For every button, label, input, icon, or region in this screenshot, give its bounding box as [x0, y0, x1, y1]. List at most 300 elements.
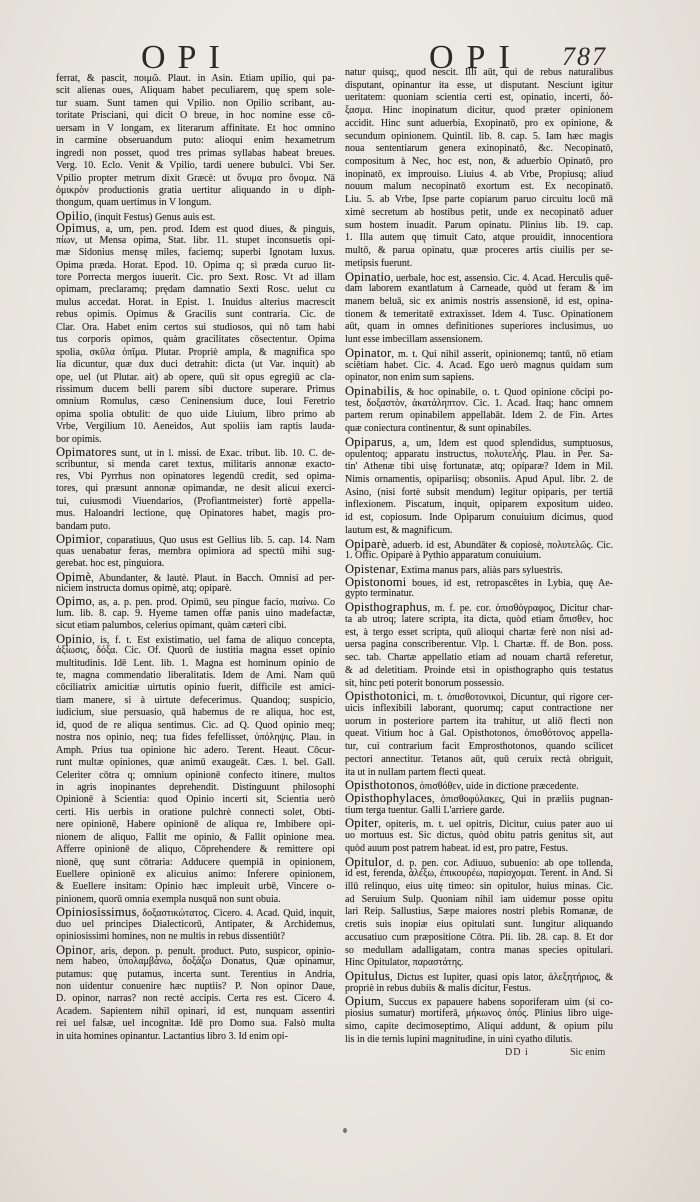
- text-line-content: ope, uel (ut Plutar. ait) ab opere, quū sit opus egregiū ac cla-: [56, 371, 335, 383]
- text-line: [345, 499, 613, 512]
- headword: Opinor: [56, 942, 93, 957]
- text-line: [345, 754, 613, 767]
- text-line-content: & ad deletitiam. Proinde etsi in opisthographo quis testatus: [345, 664, 613, 676]
- text-line: [56, 272, 335, 284]
- entry-start-line: [345, 576, 613, 589]
- text-line-content: quæ coniectura continentur, & sunt opinabiles.: [345, 423, 532, 435]
- text-line: [56, 496, 335, 508]
- text-line: [56, 782, 335, 794]
- text-line-content: ingredi non posset, quod tres primas syllabas habeat breues.: [56, 147, 335, 159]
- text-line: [345, 181, 613, 194]
- headword: Opitulus: [345, 969, 390, 984]
- text-line-content: Afferre opinionē de aliquo, Cōprehendere & remittere opi: [56, 844, 335, 856]
- entry-start-line: [345, 347, 613, 360]
- text-line: [345, 894, 613, 907]
- text-line: [345, 1034, 613, 1047]
- text-line-content: nouum malum necopinatō exortum est. Ex necopinatō.: [345, 181, 613, 193]
- text-line-content: pinionem, quorū omnia exempla nusquā non sunt obuia.: [56, 893, 281, 905]
- text-line-content: ta ab utroq; latere scripta, ita dicta, quòd etiam ὄπισθεν, hoc: [345, 613, 613, 625]
- text-line-content: duo uel principes Dialecticorū, Antipater, & Archidemus,: [56, 918, 335, 930]
- text-line: [56, 98, 335, 110]
- text-line: [56, 993, 335, 1005]
- text-line-content: ximè secretum ab hostibus petit, unde ex necopinatō aduer: [345, 206, 613, 218]
- text-line-content: natur quisq;, quod nescit. Illi aūt, qui de rebus naturalibus: [345, 67, 613, 78]
- text-line-content: noua sententiarum genera exinopinatō, &c. Necopinatō,: [345, 143, 613, 155]
- text-line-content: dam laborem exantlatum à Carneade, quòd ut feram & im: [345, 283, 613, 295]
- text-line-content: putamus: quę putamus, incerta sunt. Terentius in Andria,: [56, 968, 335, 980]
- entry-text: , m. t. Qui nihil asserit, opinionemq; tantū, nō etiam: [391, 348, 613, 360]
- text-line-content: rebus opimis. Opimus & Gracilis sunt contraria. Cic. de: [56, 309, 335, 321]
- text-line-content: id est, copiosum. Inde Opiparum conuiuium dicimus, quod: [345, 512, 613, 524]
- text-line-content: Opinionē à Scientia: quod Opinio incerti sit, Scientia uerò: [56, 794, 335, 806]
- text-line: [345, 728, 613, 741]
- text-line-content: nionē, quę sunt cōtraria: Adducere quempiā in opinionem,: [56, 856, 335, 868]
- text-line-content: 1. Offic. Opiparè à Pythio apparatum conuiuium.: [345, 550, 542, 562]
- entry-text: , uerbale, hoc est, assensio. Cic. 4. Acad. Herculis quē-: [390, 272, 613, 284]
- headword: Opium: [345, 994, 381, 1009]
- text-line: [56, 807, 335, 819]
- text-line-content: uersam in V longam, ex literarum affinitate. Et hoc omnino: [56, 122, 335, 134]
- text-line-content: bor opimis.: [56, 433, 102, 445]
- text-line: [345, 919, 613, 932]
- text-line: [56, 969, 335, 981]
- text-line: [345, 194, 613, 207]
- text-line-content: runt multæ opiniones, quæ animū exaugeāt. Cæs. l. bel. Gall.: [56, 757, 335, 769]
- text-line-content: secundum opinionem. Quintil. lib. 8. cap. 5. Iam hæc magis: [345, 130, 613, 142]
- entry-text: , δοξαστικώτατος. Cicero. 4. Acad. Quid, inquit,: [136, 908, 335, 920]
- headword: Opinabilis: [345, 383, 400, 398]
- text-line: [56, 459, 335, 471]
- text-line-content: sicut etiam palumbos, celerius opimant, quàm cæteri cibi.: [56, 620, 287, 632]
- text-line: [56, 135, 335, 147]
- text-line-content: Amph. Prius tua opinione hic adero. Terent. Heaut. Cōcur-: [56, 744, 335, 756]
- headword: Opilio: [56, 208, 90, 223]
- text-line-content: scribuntur, si menda caret textus, militaris annonæ exacto-: [56, 458, 335, 470]
- text-line-content: disputant, opinantur ita esse, ut disputant. Nesciunt igitur: [345, 79, 613, 91]
- text-line: [56, 309, 335, 321]
- text-line: [345, 716, 613, 729]
- text-line-content: tium terga tuentur. Galli L'arriere garde.: [345, 804, 505, 816]
- entry-text: , Abundanter, & lautè. Plaut. in Bacch. Omnisi ad per-: [91, 572, 335, 584]
- text-line-content: tiam manere, si à uirtute defecerimus. Quandoq; suspicio,: [56, 694, 335, 706]
- text-line: [56, 1018, 335, 1030]
- text-line-content: cretis suis inopiæ eius opitulati sunt. Iungitur aliquando: [345, 919, 613, 931]
- text-line: [56, 707, 335, 719]
- text-line: [345, 143, 613, 156]
- text-line-content: niciem instructa domus opimè, atq; opiparè.: [56, 582, 232, 594]
- text-line-content: id, quod de re aliqua sentimus. Cic. ad Q. Quod opinio meq;: [56, 719, 335, 731]
- text-line: [345, 92, 613, 105]
- text-line-content: ueritatem: quoniam scientia certi est, opinatio, incerti, δό-: [345, 92, 613, 104]
- text-line: [56, 297, 335, 309]
- text-line-content: tur, cui contrarium facit Emprosthotonos, quando scilicet: [345, 741, 613, 753]
- entry-text: , d. p. pen. cor. Adiuuo, subuenio: ab ope tollenda,: [389, 857, 613, 869]
- text-line-content: so medullam adalligatam, contra manas species opitulari.: [345, 944, 613, 956]
- headword: Opimo: [56, 594, 92, 609]
- entry-start-line: [345, 817, 613, 830]
- text-line-content: ita ut in nullam partem flecti queat.: [345, 766, 486, 778]
- headword: Opimè: [56, 569, 92, 584]
- text-line: [56, 185, 335, 197]
- text-line-content: rissimum ducem belli parem sibi ductore superare. Primus: [56, 383, 335, 395]
- text-line-content: gerebat. hoc est, pinguiora.: [56, 558, 165, 570]
- text-line-content: nere opinionē, Habere opinionē de aliqua re, Imbibere opi-: [56, 819, 335, 831]
- headword: Opimus: [56, 221, 98, 236]
- text-line-content: Nimis ornamentis, opipariisq; obsoniis. Apud Apul. libr. 2. de: [345, 474, 613, 485]
- text-line-content: piosius sumatur) mortiferā, μήκωνος ὀπός. Plinius libro uige-: [345, 1008, 613, 1020]
- text-line-content: inopinatō, ex improuiso. Liuius 4. ab Vrbe, Propiusq; aliud: [345, 168, 613, 180]
- text-line: [345, 296, 613, 309]
- text-line: [345, 1008, 613, 1021]
- text-line-content: in uita homines opinantur. Lactantius libro 3. Id enim opi-: [56, 1030, 288, 1042]
- text-line: [56, 173, 335, 185]
- text-line-content: ἀξίωσις, δόξα. Cic. Of. Quorū de iustitia magna esset opinio: [56, 645, 335, 657]
- text-line-content: nostra nos opinio, neq; tua fides fefellisset, ὑπόληψις. Plau. in: [56, 732, 335, 744]
- text-line-content: D. opinor, narras? non rectè accipis. Certa res est. Cicero 4.: [56, 993, 335, 1005]
- text-line-content: certi. His uerbis in oratione pulchrè connecti solet, Obti-: [56, 806, 335, 818]
- text-line-content: uorum in posteriore partem ita trahitur, ut aliō flecti non: [345, 715, 613, 727]
- text-line: [345, 105, 613, 118]
- running-head-left: OPI: [141, 39, 232, 76]
- entry-text: , a, um, pen. prod. Idem est quod diues, & pinguis,: [97, 224, 335, 236]
- text-line: [345, 906, 613, 919]
- text-line: [345, 627, 613, 640]
- text-line: [56, 334, 335, 346]
- text-line-content: inflexionem. Piscatum, inquit, opiparem expositum uideo.: [345, 499, 613, 511]
- catchword: Sic enim: [570, 1047, 606, 1058]
- text-line: [345, 67, 613, 80]
- text-line-content: Vpilio propter metrum dixit Græcè: ut ὄνυμα pro ὄνομα. Nā: [56, 172, 335, 184]
- entry-start-line: [56, 906, 335, 918]
- text-line-content: in agris inopinantes deprehendit. Distinguunt philosophi: [56, 781, 335, 793]
- headword: Opiniosissimus: [56, 905, 137, 920]
- text-line-content: tus corporis opimos, quàm gracilitates cōsectentur. Opima: [56, 334, 335, 346]
- text-line: [345, 614, 613, 627]
- text-line-content: compositum à Nec, hoc est, non, & aduerbio Opinatō, pro: [345, 156, 613, 168]
- text-line-content: metipsis fuerunt.: [345, 257, 413, 269]
- entry-text: , & hoc opinabile, o. t. Quod opinione cōcipi po-: [399, 386, 613, 398]
- entry-start-line: [345, 995, 613, 1008]
- text-line-content: omnium Romulus, cæso Ceninensium duce, Ioui Feretrio: [56, 396, 335, 408]
- headword: Opimior: [56, 532, 101, 547]
- text-line-content: multō, & parua opinatu, quæ proceres artis ciuilis per se-: [345, 245, 613, 257]
- entry-start-line: [56, 571, 335, 583]
- text-line: [56, 558, 335, 570]
- text-line: [345, 398, 613, 411]
- text-line-content: illū relinquo, eius uitę timeo: sin opitulor, huius minas. Cic.: [345, 881, 613, 892]
- text-line-content: nem habeo, ὑπολαμβάνω, δοξάζω Donatus, Quæ opinamur,: [56, 956, 335, 968]
- text-line: [56, 372, 335, 384]
- text-line: [345, 932, 613, 945]
- headword: Opinatio: [345, 269, 391, 284]
- text-line: [345, 156, 613, 169]
- text-line-content: pectori annectitur. Tetanos aūt, quū ceruix rectà obriguit,: [345, 753, 613, 765]
- text-line-content: toritate Prisciani, qui dicit O breue, in hoc nomine esse cō-: [56, 110, 335, 122]
- text-line: [56, 1006, 335, 1018]
- text-line: [345, 309, 613, 322]
- text-line-content: res, Vbi Pyrrhus non opinatores legendū credit, sed opima-: [56, 471, 335, 482]
- text-line: [56, 732, 335, 744]
- text-line-content: 1. Illa autem quę timuit Cato, atque prouidit, innocentiora: [345, 232, 613, 244]
- text-line: [56, 682, 335, 694]
- text-line: [56, 794, 335, 806]
- page-number: 787: [562, 42, 607, 71]
- text-line-content: Clar. Ora. Habet enim certos sui studiosos, qui nō tam habi: [56, 321, 335, 333]
- text-line-content: sciētiam habet. Cic. 4. Acad. Ego uerò magnus quidam sum: [345, 359, 613, 371]
- entry-text: , Extima manus pars, aliàs pars syluestris.: [395, 565, 563, 577]
- text-line: [56, 819, 335, 831]
- entry-text: , Dictus est Iupiter, quasi opis lator, ἀλεξητήριος, &: [389, 972, 613, 984]
- entry-text: , coparatiuus, Quo usus est Gellius lib. 5. cap. 14. Nam: [100, 535, 335, 547]
- text-line-content: Vrbe, Vergilium 10. Aeneidos, Aut spoliis iam raptis lauda-: [56, 421, 335, 433]
- text-line-content: in carmine obseruandum puto: alioqui enim hexametrum: [56, 135, 335, 147]
- entry-text: , m. t. ὀπισθοτονικοὶ, Dicuntur, qui rigore cer-: [416, 692, 613, 704]
- headword: Opinio: [56, 631, 93, 646]
- text-line-content: opima spolia obtulit: de quo uide Liuium, libro primo ab: [56, 408, 335, 420]
- text-line-content: Euellere opinionē ex alicuius animo: Inferere opinionem,: [56, 869, 335, 880]
- headword: Opisthotonici: [345, 689, 417, 704]
- text-line-content: uo mortuus est. Sic dictus, quòd obitu patris genitus sit, aut: [345, 830, 613, 842]
- entry-start-line: [345, 271, 613, 284]
- text-line-content: nionem de aliquo, Fallit me opinio, & Fallit opinione mea.: [56, 831, 335, 843]
- headword: Opiparus: [345, 434, 393, 449]
- entry-text: , m. f. pe. cor. ὀπισθόγραφος, Dicitur char-: [427, 603, 613, 615]
- text-line-content: lunt esse imbecillam assensionem.: [345, 334, 483, 346]
- text-line: [345, 207, 613, 220]
- text-line-content: Opima præda. Horat. Epod. 10. Opima q; si præda curuo lit-: [56, 259, 335, 271]
- text-line-content: accidit. Hinc sunt aduerbia, Exopinatō, pro ex opinione, &: [345, 117, 613, 129]
- text-line: [345, 652, 613, 665]
- text-line-content: cōciliatrix amicitiæ uirtutis opinio fuerit, difficile est amici-: [56, 682, 335, 694]
- entry-text: , aris, depon. p. penult. product. Puto, suspicor, opinio-: [92, 945, 335, 957]
- text-line: [56, 359, 335, 371]
- text-line: [56, 384, 335, 396]
- entry-start-line: [345, 436, 613, 449]
- entry-start-line: [345, 601, 613, 614]
- entry-start-line: [345, 856, 613, 869]
- text-line: [345, 449, 613, 462]
- text-line-content: Verg. 10. Eclo. Venit & Vpilio, tardi uenere bubulci. Vbi Ser.: [56, 160, 335, 172]
- text-line: [56, 670, 335, 682]
- entry-start-line: [345, 690, 613, 703]
- printer-signature: DD i: [505, 1047, 529, 1058]
- text-line-content: Celeriter cōtra q; omnium opinionē confecto itinere, multos: [56, 769, 335, 781]
- text-line: [56, 508, 335, 520]
- entry-start-line: [56, 533, 335, 545]
- text-line-content: bandam puto.: [56, 520, 111, 532]
- text-line: [56, 1031, 335, 1043]
- text-line: [56, 409, 335, 421]
- text-line: [345, 741, 613, 754]
- headword: Opiparè: [345, 536, 387, 551]
- headword: Opisthographus: [345, 600, 428, 615]
- text-line: [345, 410, 613, 423]
- text-line-content: accusatiuo cum præpositione Cōtra. Pli. lib. 28. cap. 8. Et dor: [345, 931, 613, 943]
- text-line-content: mulus accedat. Horat. in Epist. 1. Inuidus alterius macrescit: [56, 296, 335, 308]
- text-line-content: uicis inflexibili laborant, quorumq; caput contractione ner: [345, 702, 613, 714]
- text-line: [345, 703, 613, 716]
- text-line-content: ad Seruium Sulp. Quoniam nihil iam uidemur posse opitu: [345, 893, 613, 905]
- headword: Opisthophylaces: [345, 790, 432, 805]
- text-line-content: spolia, σκῦλα ὀπῖμα. Plutar. Propriè ampla, & magnifica spo: [56, 346, 335, 358]
- text-line-content: te, magna commendatio liberalitatis. Idem de Ami. Nam quū: [56, 670, 335, 681]
- text-line-content: uersa pagina conscriberentur. Vlp. l. Chartæ. ff. de Bon. poss.: [345, 639, 613, 651]
- text-line: [56, 260, 335, 272]
- text-line: [56, 197, 335, 209]
- text-line-content: test, δοξαστὸν, ἀκατάληπτον. Cic. 1. Acad. Itaq; hanc omnem: [345, 397, 613, 409]
- text-line: [56, 919, 335, 931]
- text-line: [56, 608, 335, 620]
- entry-start-line: [56, 595, 335, 607]
- headword: Opinator: [345, 345, 392, 360]
- text-line: [56, 881, 335, 893]
- text-line: [345, 131, 613, 144]
- text-line: [345, 881, 613, 894]
- text-line-content: Liu. 5. ab Vrbe, Ipse parte copiarum paruo circuitu locū mā: [345, 194, 613, 206]
- text-line: [345, 487, 613, 500]
- entry-start-line: [56, 633, 335, 645]
- running-head-right: OPI: [429, 39, 523, 76]
- text-line: [56, 73, 335, 85]
- text-line-content: tores, qui præsunt annonæ opimandæ, ne desit alicui exerci-: [56, 483, 335, 495]
- text-line-content: quòd auum post patrem habeat. id est, pro patre, Festus.: [345, 842, 569, 854]
- text-line: [345, 665, 613, 678]
- text-line: [56, 148, 335, 160]
- text-line: [56, 695, 335, 707]
- headword: Opisthotonos: [345, 778, 415, 793]
- entry-text: , a, um, Idem est quod splendidus, sumptuosus,: [392, 437, 613, 449]
- entry-text: , (inquit Festus) Genus auis est.: [89, 211, 216, 223]
- text-line: [56, 347, 335, 359]
- text-line: [345, 461, 613, 474]
- headword: Opistenar: [345, 562, 396, 577]
- right-text-column: [345, 67, 613, 1046]
- text-line: [345, 830, 613, 843]
- text-line-content: tore Porrecta mergos iuuerit. Cic. pro Sext. Rosc. Vt ad illam: [56, 272, 335, 283]
- text-line-content: multitudinis. Idē Lent. lib. 1. Magna est hominum opinio de: [56, 657, 335, 669]
- entry-start-line: [345, 385, 613, 398]
- text-line-content: lis in die ternis lupini magnitudine, in uini cyatho dilutis.: [345, 1033, 573, 1045]
- text-line: [56, 160, 335, 172]
- ink-speck: [343, 1128, 347, 1133]
- text-line: [56, 844, 335, 856]
- text-line: [345, 360, 613, 373]
- text-line: [56, 471, 335, 483]
- entry-text: , ὀπισθοφύλακες, Qui in præliis pugnan-: [431, 793, 613, 805]
- text-line-content: gypto terminatur.: [345, 588, 414, 600]
- text-line-content: iudicium, siue persuasio, quā habemus de re aliqua, hoc est,: [56, 707, 335, 719]
- entry-start-line: [56, 222, 335, 234]
- text-line: [56, 869, 335, 881]
- text-line-content: quas uenabatur feras, membra opimiora ad spectū mihi sug-: [56, 545, 335, 557]
- text-line: [56, 546, 335, 558]
- text-line-content: tionem & temeritatē extraxisset. Idem 4. Tusc. Opinationem: [345, 308, 613, 320]
- text-line-content: sec. tab. Chartæ appellatio etiam ad nouam chartā referetur,: [345, 652, 613, 664]
- text-line-content: ξασμα. Hinc inopinatum dicitur, quod præter opinionem: [345, 105, 613, 117]
- entry-start-line: [56, 210, 335, 222]
- text-line: [345, 245, 613, 258]
- text-line-content: ὀμικρὸν productionis gratia uertitur aliquando in υ diph-: [56, 184, 335, 196]
- text-line-content: propriè in rebus dubiis & malis dicitur, Festus.: [345, 982, 531, 994]
- headword: Opitulor: [345, 854, 390, 869]
- text-line-content: non uidentur conuenire hæc nuptiis? P. Non opinor Daue,: [56, 980, 335, 992]
- text-line: [345, 80, 613, 93]
- text-line-content: mus. Haloandri lectione, quę Opinatores habet, magis pro-: [56, 508, 335, 520]
- text-line-content: scit alienas oues, Aliquam habet peculiarem, quę spem sole-: [56, 85, 335, 97]
- text-line: [56, 956, 335, 968]
- headword: Opiter: [345, 816, 379, 831]
- text-line: [345, 232, 613, 245]
- text-line: [56, 981, 335, 993]
- entry-start-line: [56, 944, 335, 956]
- text-line-content: manem beluā, sic ex animis nostris assensionē, id est, opina-: [345, 295, 613, 307]
- text-line-content: sum hostem inuadit. Parum opinatu. Plinius lib. 19. cap.: [345, 219, 613, 231]
- text-line: [56, 720, 335, 732]
- text-line-content: opimam, preclaramq; prędam damnatio Sexti Rosc. uelut cu: [56, 284, 335, 296]
- text-line: [56, 284, 335, 296]
- text-line: [345, 220, 613, 233]
- entry-start-line: [56, 446, 335, 458]
- entry-start-line: [345, 970, 613, 983]
- text-line-content: id est, ferenda, ἀλέξω, ἐπικουρέω, παρίσχομαι. Terent. in And. Si: [345, 868, 613, 880]
- entry-text: , ὀπισθόθεν, uide in dictione præcedente.: [414, 781, 579, 793]
- entry-text: , aduerb. id est, Abundāter & copiosè, πολυτελῶς. Cic.: [386, 539, 613, 551]
- text-line: [56, 123, 335, 135]
- text-line-content: sit, hinc peti poterit bonorum possessio.: [345, 677, 505, 689]
- text-line-content: aūt, quam in omnes definitiones superiores inclusimus, uo: [345, 321, 613, 333]
- text-line: [56, 396, 335, 408]
- entry-text: , is, f. t. Est existimatio, uel fama de aliquo concepta,: [92, 634, 335, 646]
- text-line: [345, 512, 613, 525]
- text-line-content: ferrat, & pascit, ποιμῶ. Plaut. in Asin. Etiam upilio, qui pa-: [56, 73, 335, 84]
- text-line-content: simo, capite decimoseptimo, Aliqui addunt, & opium pilu: [345, 1020, 613, 1032]
- text-line-content: lautum est, & magnificum.: [345, 524, 453, 536]
- entry-text: , Succus ex papauere habens soporiferam uim (si co-: [380, 997, 613, 1009]
- text-line: [56, 421, 335, 433]
- text-line: [56, 85, 335, 97]
- text-line: [56, 857, 335, 869]
- text-line-content: πίων, ut Mensa opima, Stat. libr. 11. stupet inconsuetis opi-: [56, 234, 335, 246]
- text-line-content: lari Reip. Sallustius, Sæpe maiores nostri plebis Romanæ, de: [345, 906, 613, 918]
- text-line: [56, 658, 335, 670]
- text-line: [56, 931, 335, 943]
- text-line-content: Hinc Opitulator, παραστάτης.: [345, 957, 464, 969]
- text-line: [56, 645, 335, 657]
- text-line-content: opulentoq; apparatu instructus, πολυτελής. Plau. in Per. Sa-: [345, 448, 613, 460]
- text-line: [345, 639, 613, 652]
- text-line: [56, 620, 335, 632]
- text-line: [56, 483, 335, 495]
- text-line-content: tur suam. Sunt tamen qui Vpilio. non Opilio scribant, au-: [56, 97, 335, 109]
- text-line: [56, 832, 335, 844]
- headword: Opimatores: [56, 445, 117, 460]
- text-line: [345, 118, 613, 131]
- text-line: [345, 1021, 613, 1034]
- text-line: [56, 247, 335, 259]
- text-line: [345, 283, 613, 296]
- text-line: [56, 322, 335, 334]
- text-line: [345, 321, 613, 334]
- left-text-column: [56, 73, 335, 1043]
- text-line: [345, 169, 613, 182]
- entry-text: boues, id est, retropascētes in Lybia, quę Ae-: [406, 577, 613, 589]
- entry-start-line: [345, 538, 613, 551]
- entry-text: , as, a. p. pen. prod. Opimū, seu pingue facio, πιαίνω. Co: [91, 597, 335, 609]
- text-line-content: opiniosissimi homines, non ne multis in rebus dissentiūt?: [56, 931, 285, 943]
- text-line: [56, 770, 335, 782]
- text-line-content: & Euellere insitam: Opinio hæc impleuit urbē, Vincere o-: [56, 881, 335, 893]
- text-line-content: thongum, quam uertimus in V longum.: [56, 197, 212, 209]
